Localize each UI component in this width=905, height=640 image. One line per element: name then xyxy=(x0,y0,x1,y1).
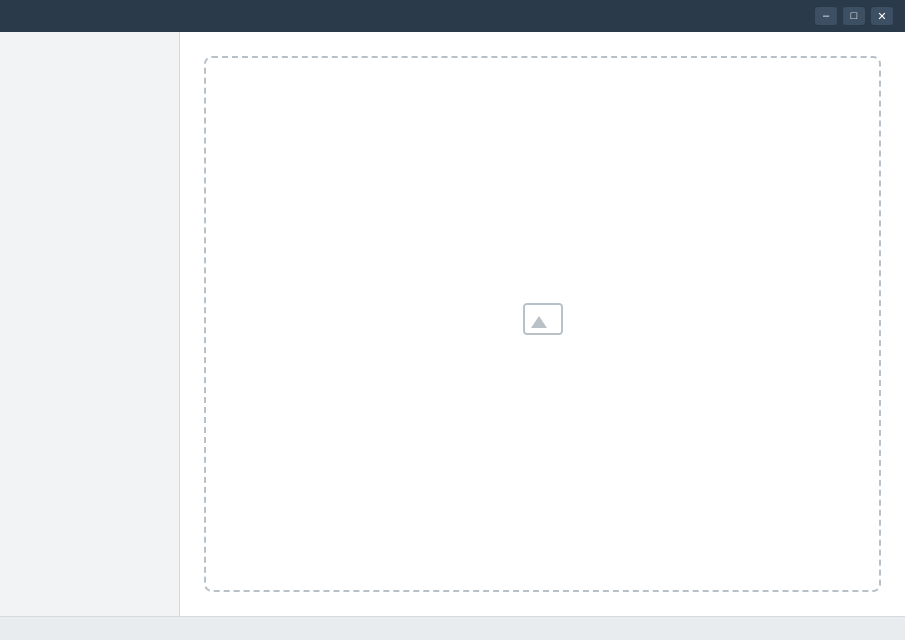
title-bar xyxy=(0,0,905,32)
close-button[interactable]: ✕ xyxy=(871,7,893,25)
content-placeholder xyxy=(204,56,881,592)
status-bar xyxy=(0,616,905,640)
maximize-button[interactable]: □ xyxy=(843,7,865,25)
window-controls xyxy=(815,7,893,25)
main-content xyxy=(180,32,905,616)
sidebar xyxy=(0,32,180,616)
minimize-button[interactable]: – xyxy=(815,7,837,25)
window-body xyxy=(0,32,905,616)
image-icon xyxy=(523,303,563,335)
